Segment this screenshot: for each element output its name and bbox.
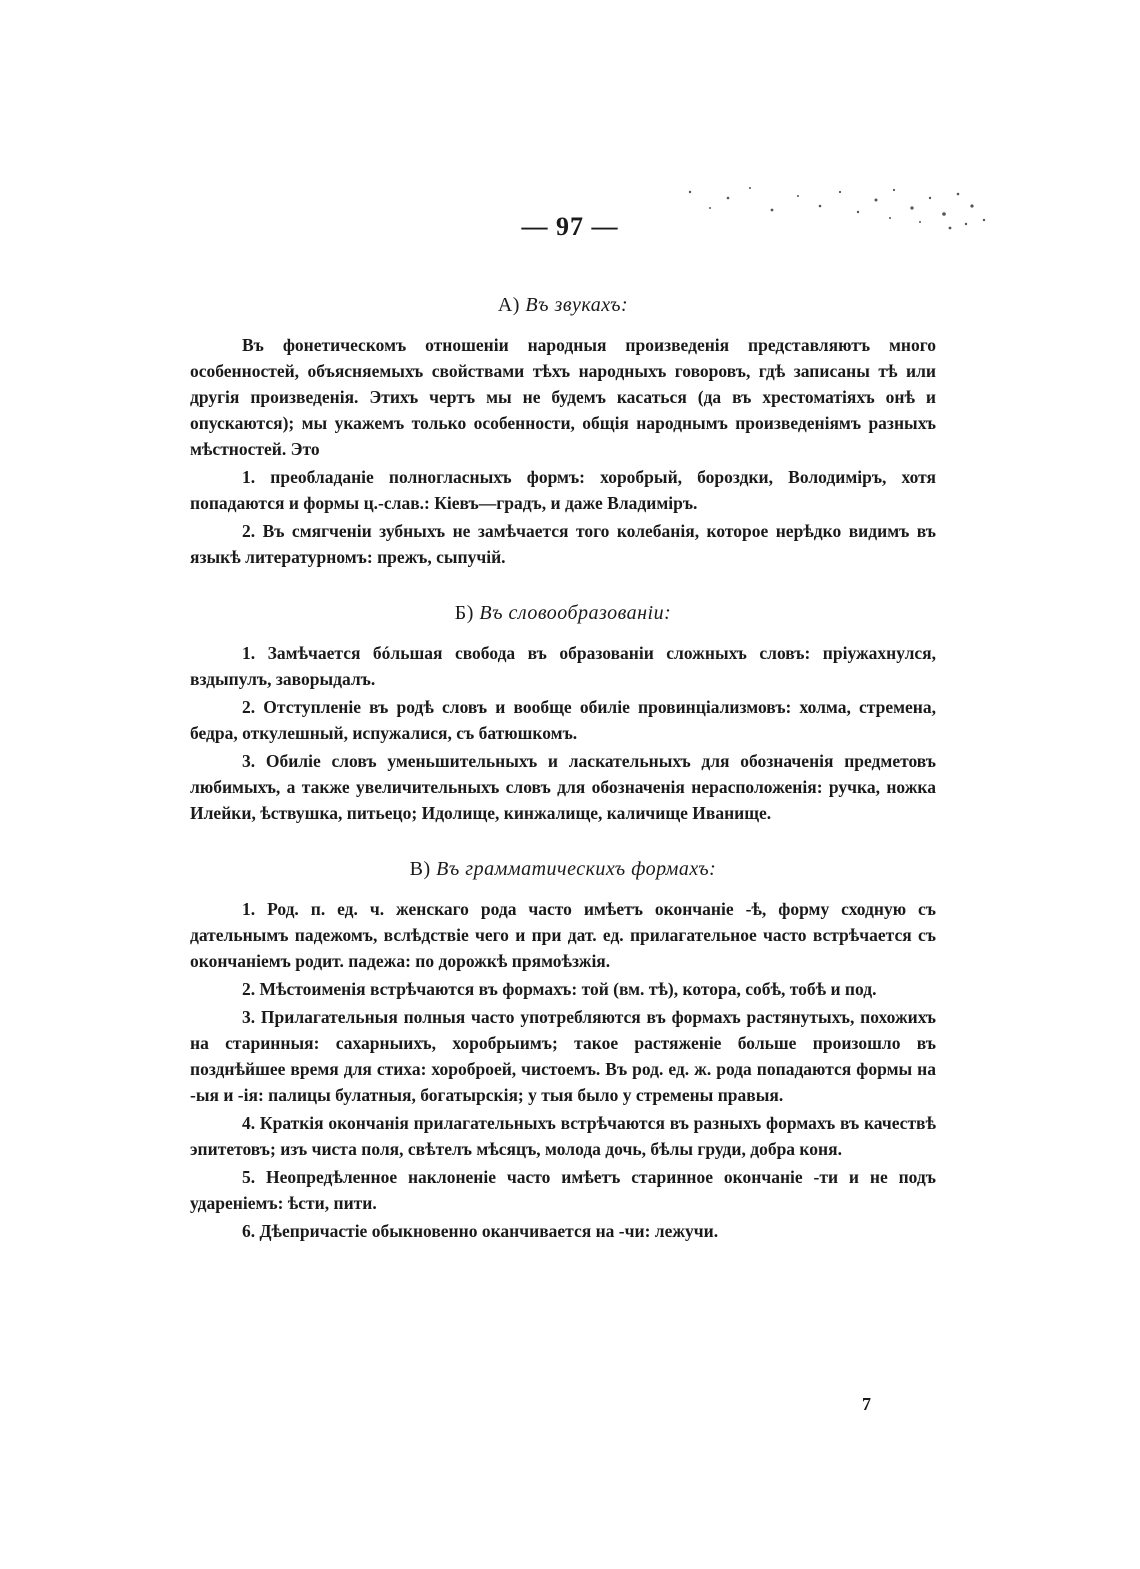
list-item: 2. Въ смягченіи зубныхъ не замѣчается того колебанія, которое нерѣдко видимъ въ языкѣ литературномъ: прежъ, сыпучій. <box>190 521 936 567</box>
list-item: 3. Прилагательныя полныя часто употребляются въ формахъ растянутыхъ, похожихъ на старинныя: сахарныихъ, хоробрыимъ; такое растяженіе больше произошло въ позднѣйшее время для стиха: хороброей, чистоемъ. Въ род. ед. ж. рода попадаются формы на -ыя и -ія: палицы булатныя, богатырскія; у тыя было у стремены правыя. <box>190 1007 936 1105</box>
section-title: Въ звукахъ: <box>525 294 629 316</box>
section-heading-v <box>190 856 936 882</box>
list-item: 5. Неопредѣленное наклоненіе часто имѣетъ старинное окончаніе -ти и не подъ удареніемъ: ѣсти, пити. <box>190 1167 936 1213</box>
page-body <box>190 292 936 1244</box>
section-title: Въ словообразованіи: <box>479 602 672 624</box>
paragraph: Въ фонетическомъ отношеніи народныя произведенія представляютъ много особенностей, объясняемыхъ свойствами тѣхъ народныхъ говоровъ, гдѣ записаны тѣ или другія произведенія. Этихъ чертъ мы не будемъ касаться (да въ хрестоматіяхъ онѣ и опускаются); мы укажемъ только особенности, общія народнымъ произведеніямъ разныхъ мѣстностей. Это <box>190 335 936 459</box>
list-item: 2. Отступленіе въ родѣ словъ и вообще обиліе провинціализмовъ: холма, стремена, бедра, откулешный, испужалися, съ батюшкомъ. <box>190 697 936 743</box>
list-item: 1. Род. п. ед. ч. женскаго рода часто имѣетъ окончаніе -ѣ, форму сходную съ дательнымъ падежомъ, вслѣдствіе чего и при дат. ед. прилагательное часто встрѣчается съ окончаніемъ родит. падежа: по дорожкѣ прямоѣзжія. <box>190 899 936 971</box>
list-item: 4. Краткія окончанія прилагательныхъ встрѣчаются въ разныхъ формахъ въ качествѣ эпитетовъ; изъ чиста поля, свѣтелъ мѣсяцъ, молода дочь, бѣлы груди, добра коня. <box>190 1113 936 1159</box>
list-item: 1. преобладаніе полногласныхъ формъ: хоробрый, бороздки, Володиміръ, хотя попадаются и формы ц.-слав.: Кіевъ—градъ, и даже Владиміръ. <box>190 467 936 513</box>
signature-mark: 7 <box>862 1394 871 1414</box>
section-title: Въ грамматическихъ формахъ: <box>436 858 717 880</box>
list-item: 6. Дѣепричастіе обыкновенно оканчивается на -чи: лежучи. <box>242 1221 719 1241</box>
list-item: 3. Обиліе словъ уменьшительныхъ и ласкательныхъ для обозначенія предметовъ любимыхъ, а также увеличительныхъ словъ для обозначенія нерасположенія: ручка, ножка Илейки, ѣствушка, питьецо; Идолище, кинжалище, каличище Иванище. <box>190 751 936 823</box>
section-heading-a <box>190 292 936 318</box>
page-number: — 97 — <box>521 212 619 241</box>
section-letter: Б) <box>454 602 474 624</box>
list-item: 2. Мѣстоименія встрѣчаются въ формахъ: той (вм. тѣ), котора, собѣ, тобѣ и под. <box>242 979 877 999</box>
section-letter: А) <box>497 294 520 316</box>
list-item: 1. Замѣчается бóльшая свобода въ образованіи сложныхъ словъ: пріужахнулся, вздыпулъ, заворыдалъ. <box>190 643 936 689</box>
section-heading-b <box>190 600 936 626</box>
section-letter: В) <box>409 858 431 880</box>
